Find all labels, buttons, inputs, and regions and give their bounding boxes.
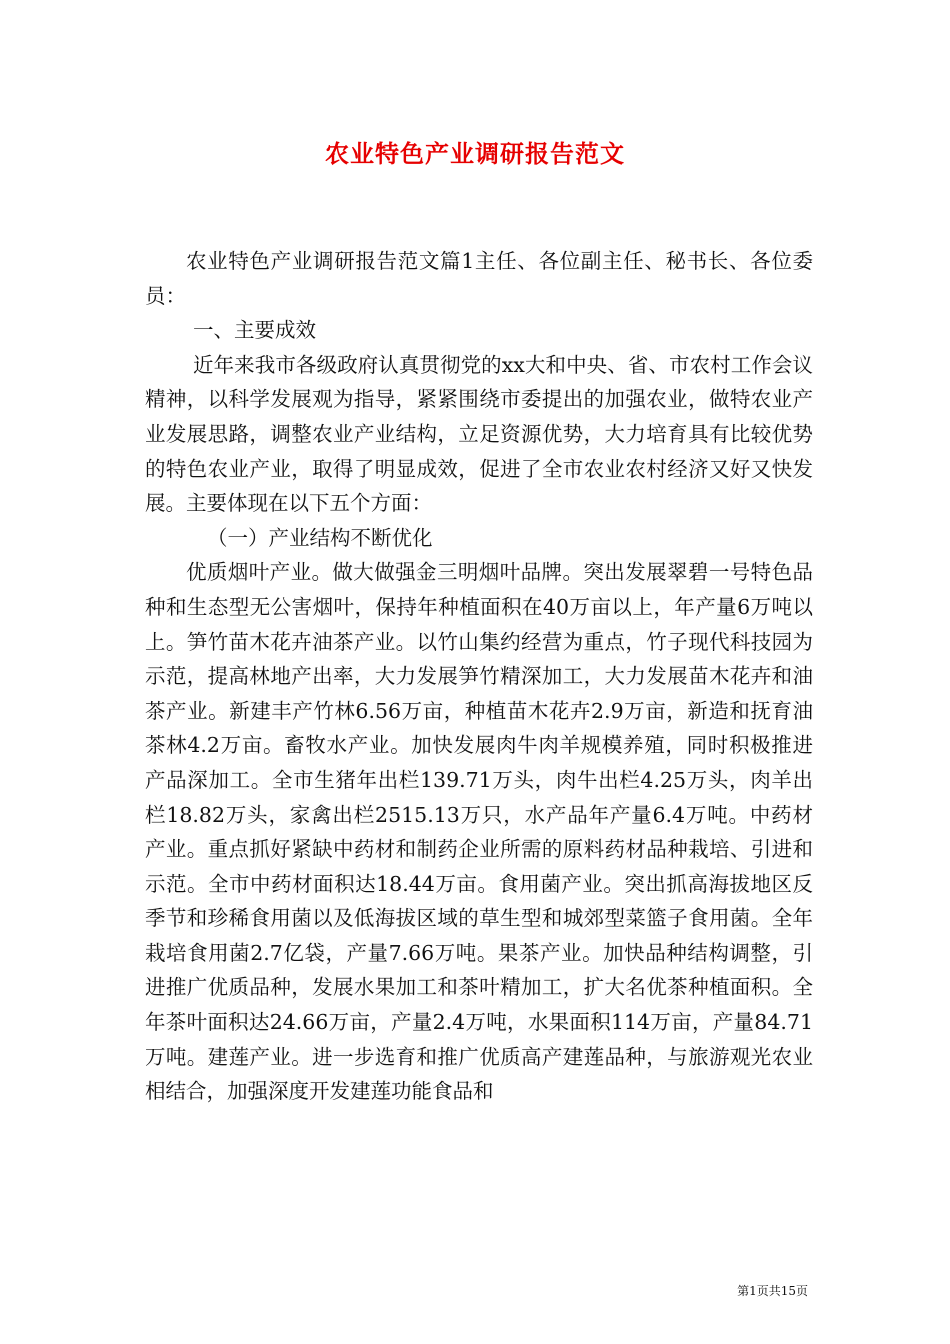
document-title: 农业特色产业调研报告范文	[325, 139, 625, 168]
intro-paragraph: 近年来我市各级政府认真贯彻党的xx大和中央、省、市农村工作会议精神，以科学发展观为指导，紧紧围绕市委提出的加强农业，做特农业产业发展思路，调整农业产业结构，立足资源优势，大力培育具有比较优势的特色农业产业，取得了明显成效，促进了全市农业农村经济又好又快发展。主要体现在以下五个方面：	[145, 352, 813, 516]
subsection-heading-industry-structure: （一）产业结构不断优化	[207, 525, 433, 550]
document-body	[145, 244, 813, 1109]
industry-detail-paragraph: 优质烟叶产业。做大做强金三明烟叶品牌。突出发展翠碧一号特色品种和生态型无公害烟叶，保持年种植面积在40万亩以上，年产量6万吨以上。笋竹苗木花卉油茶产业。以竹山集约经营为重点，竹子现代科技园为示范，提高林地产出率，大力发展笋竹精深加工，大力发展苗木花卉和油茶产业。新建丰产竹林6.56万亩，种植苗木花卉2.9万亩，新造和抚育油茶林4.2万亩。畜牧水产业。加快发展肉牛肉羊规模养殖，同时积极推进产品深加工。全市生猪年出栏139.71万头，肉牛出栏4.25万头，肉羊出栏18.82万头，家禽出栏2515.13万只，水产品年产量6.4万吨。中药材产业。重点抓好紧缺中药材和制药企业所需的原料药材品种栽培、引进和示范。全市中药材面积达18.44万亩。食用菌产业。突出抓高海拔地区反季节和珍稀食用菌以及低海拔区域的草生型和城郊型菜篮子食用菌。全年栽培食用菌2.7亿袋，产量7.66万吨。果茶产业。加快品种结构调整，引进推广优质品种，发展水果加工和茶叶精加工，扩大名优茶种植面积。全年茶叶面积达24.66万亩，产量2.4万吨，水果面积114万亩，产量84.71万吨。建莲产业。进一步选育和推广优质高产建莲品种，与旅游观光农业相结合，加强深度开发建莲功能食品和	[145, 560, 813, 1104]
page-number-footer: 第1页共15页	[737, 1284, 808, 1298]
section-heading-main-results: 一、主要成效	[193, 318, 316, 343]
salutation-paragraph: 农业特色产业调研报告范文篇1主任、各位副主任、秘书长、各位委员：	[145, 249, 813, 308]
